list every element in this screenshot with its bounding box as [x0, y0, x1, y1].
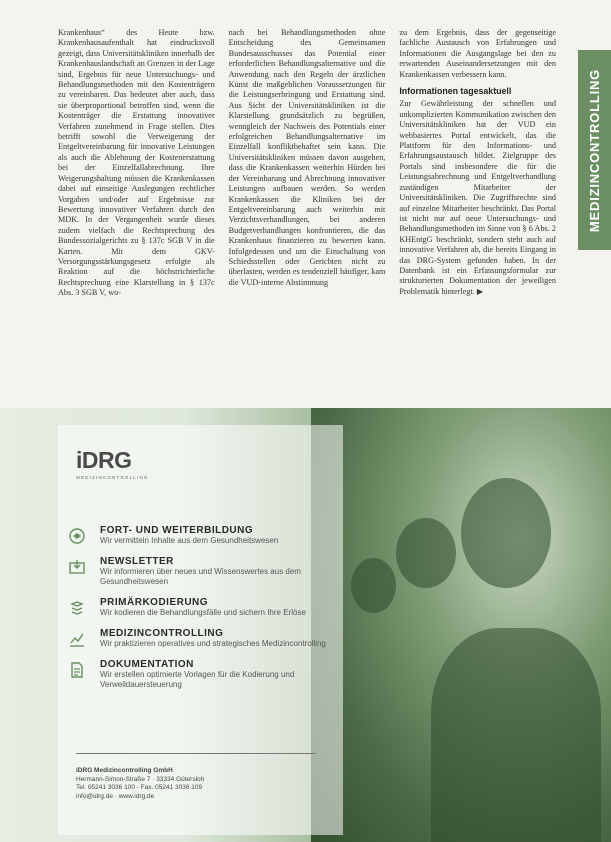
- column-3-text: zu dem Ergebnis, dass der gegenseitige fachliche Austausch von Erfahrungen und Informationen die Ausgangslage bei den zu erwartenden Auseinandersetzungen mit den Krankenkassen verbessern kann.: [399, 28, 557, 79]
- column-1: [58, 28, 215, 398]
- service-desc: Wir praktizieren operatives und strategisches Medizincontrolling: [100, 639, 326, 648]
- side-tab-label: MEDIZINCONTROLLING: [587, 68, 603, 232]
- person-silhouette: [396, 518, 456, 588]
- service-title: NEWSLETTER: [100, 556, 174, 567]
- services-list: [68, 525, 338, 700]
- column-3b-body: Zur Gewährleistung der schnellen und unkomplizierten Kommunikation zwischen den Universitätskliniken hat der VUD ein webbasiertes Portal entwickelt, das die Plattform für den Informations- und Erfahrungsaustausch bildet. Zielgruppe des Portals sind insbesondere die für die Leistungsabrechnung und Entgeltverhandlung zuständigen Mitarbeiter der Universitätskliniken. Die Zugriffsrechte sind auf einzelne Mitarbeiter beschränkt. Das Portal ist nicht nur auf neue Untersuchungs- und Behandlungsmethoden im Sinne von § 6 Abs. 2 KHEntgG beschränkt, sondern steht auch auf innovative Verfahren ab, die bereits Eingang in das DRG-System gefunden haben. In der Datenbank ist ein Erfassungsformular zur strukturierten Dokumentation der jeweiligen Problematik hinterlegt.: [399, 99, 557, 296]
- company-phone: Tel. 05241 3036 100 · Fax. 05241 3036 109: [76, 784, 203, 792]
- company-web: info@idrg.de · www.idrg.de: [76, 793, 155, 801]
- service-title: MEDIZINCONTROLLING: [100, 628, 224, 639]
- person-silhouette: [351, 558, 396, 613]
- company-name: iDRG Medizincontrolling GmbH: [76, 767, 173, 774]
- column-3: [399, 28, 556, 398]
- column-2-text: nach bei Behandlungsmethoden ohne Entscheidung des Gemeinsamen Bundesausschusses das Potential einer erforderlichen Behandlungsalternative und die Anwendung nach den Regeln der ärztlichen Kunst die maßgeblichen Voraussetzungen für die Leistungserbringung und Erstattung sind. Aus Sicht der Universitätskliniken ist die Klarstellung grundsätzlich zu begrüßen, wenngleich der Nachweis des Potentials einer erfolgreichen Behandlungsalternative im Einzelfall konfliktbehaftet sein kann. Die Universitätskliniken müssen davon ausgehen, dass die Krankenkassen weiterhin Hürden bei der Vereinbarung und Abrechnung innovativer Leistungen aufbauen werden. So werden Krankenkassen die Kliniken bei der Entgeltvereinbarung auch weiterhin mit Verzichtsverhandlungen, bei anderen Budgetverhandlungen konfrontieren, die das Krankenhaus finanzieren zu bewerten kann. Infolgedessen und um die Einschaltung von Schiedsstellen oder Gerichten nicht zu überlasten, werden es tendenziell häufiger, kam die VUD-interne Abstimmung: [228, 28, 386, 287]
- graduation-icon: [68, 527, 86, 545]
- service-item: [68, 556, 338, 587]
- column-3b-text: [399, 99, 556, 297]
- idrg-logo: iDRG: [76, 447, 132, 473]
- person-silhouette: [461, 478, 551, 588]
- contact-block: [76, 767, 204, 802]
- coding-icon: [68, 599, 86, 617]
- chart-icon: [68, 630, 86, 648]
- service-item: [68, 659, 338, 690]
- service-title: FORT- UND WEITERBILDUNG: [100, 525, 254, 536]
- column-2: [229, 28, 386, 398]
- service-item: [68, 628, 338, 649]
- document-icon: [68, 661, 86, 679]
- column-1-text: Krankenhaus“ des Heute bzw. Krankenhausaufenthalt hat eindrucksvoll gezeigt, dass Universitätskliniken innerhalb der Krankenhauslandschaft an Grenzen in der Lage sind, Ergebnis für neue Untersuchungs- und Behandlungsmethoden mit den Kostenträgern zu vereinbaren. Das bedeutet aber auch, dass sie überproportional betroffen sind, wenn die Kostenträger die Erstattung innovativer Verfahren zunehmend in Frage stellen. Dies betrifft sowohl die Verweigerung der Entgeltvereinbarung für innovative Leistungen als auch die Ablehnung der Kostenerstattung bei der Einzelfallabrechnung. Ihre Weigerungshaltung müssen die Krankenkassen dabei auf einseitige Auslegungen rechtlicher Vorgaben und/oder auf Ergebnisse zur Bewertung innovativer Verfahren durch den MDK. In der Vergangenheit wurde dieses zudem vielfach die Rechtsprechung des Bundessozialgerichts zu § 137c SGB V in die Karten. Mit dem GKV-Versorgungsstärkungsgesetz erfolgte als Reaktion auf die höchstrichterliche Rechtsprechung eine Klarstellung in § 137c Abs. 3 SGB V, wo-: [58, 28, 215, 298]
- service-item: [68, 597, 338, 618]
- company-address: Hermann-Simon-Straße 7 · 33334 Gütersloh: [76, 775, 205, 783]
- article-columns: [58, 28, 556, 398]
- photo-background: [311, 408, 611, 842]
- continue-arrow-icon: ▶: [476, 286, 484, 296]
- ad-card: [58, 425, 343, 835]
- side-tab: [578, 50, 611, 250]
- service-desc: Wir informieren über neues und Wissenswertes aus dem Gesundheitswesen: [100, 567, 301, 586]
- divider: [76, 753, 316, 754]
- service-title: PRIMÄRKODIERUNG: [100, 597, 209, 608]
- person-silhouette: [431, 628, 601, 842]
- service-desc: Wir erstellen optimierte Vorlagen für die Kodierung und Verweildauersteuerung: [100, 670, 295, 689]
- newsletter-icon: [68, 558, 86, 576]
- service-item: [68, 525, 338, 546]
- service-desc: Wir kodieren die Behandlungsfälle und sichern Ihre Erlöse: [100, 608, 306, 617]
- service-title: DOKUMENTATION: [100, 659, 194, 670]
- logo-subtitle: MEDIZINCONTROLLING: [76, 475, 149, 480]
- service-desc: Wir vermitteln Inhalte aus dem Gesundheitswesen: [100, 536, 279, 545]
- section-heading: Informationen tagesaktuell: [399, 86, 512, 97]
